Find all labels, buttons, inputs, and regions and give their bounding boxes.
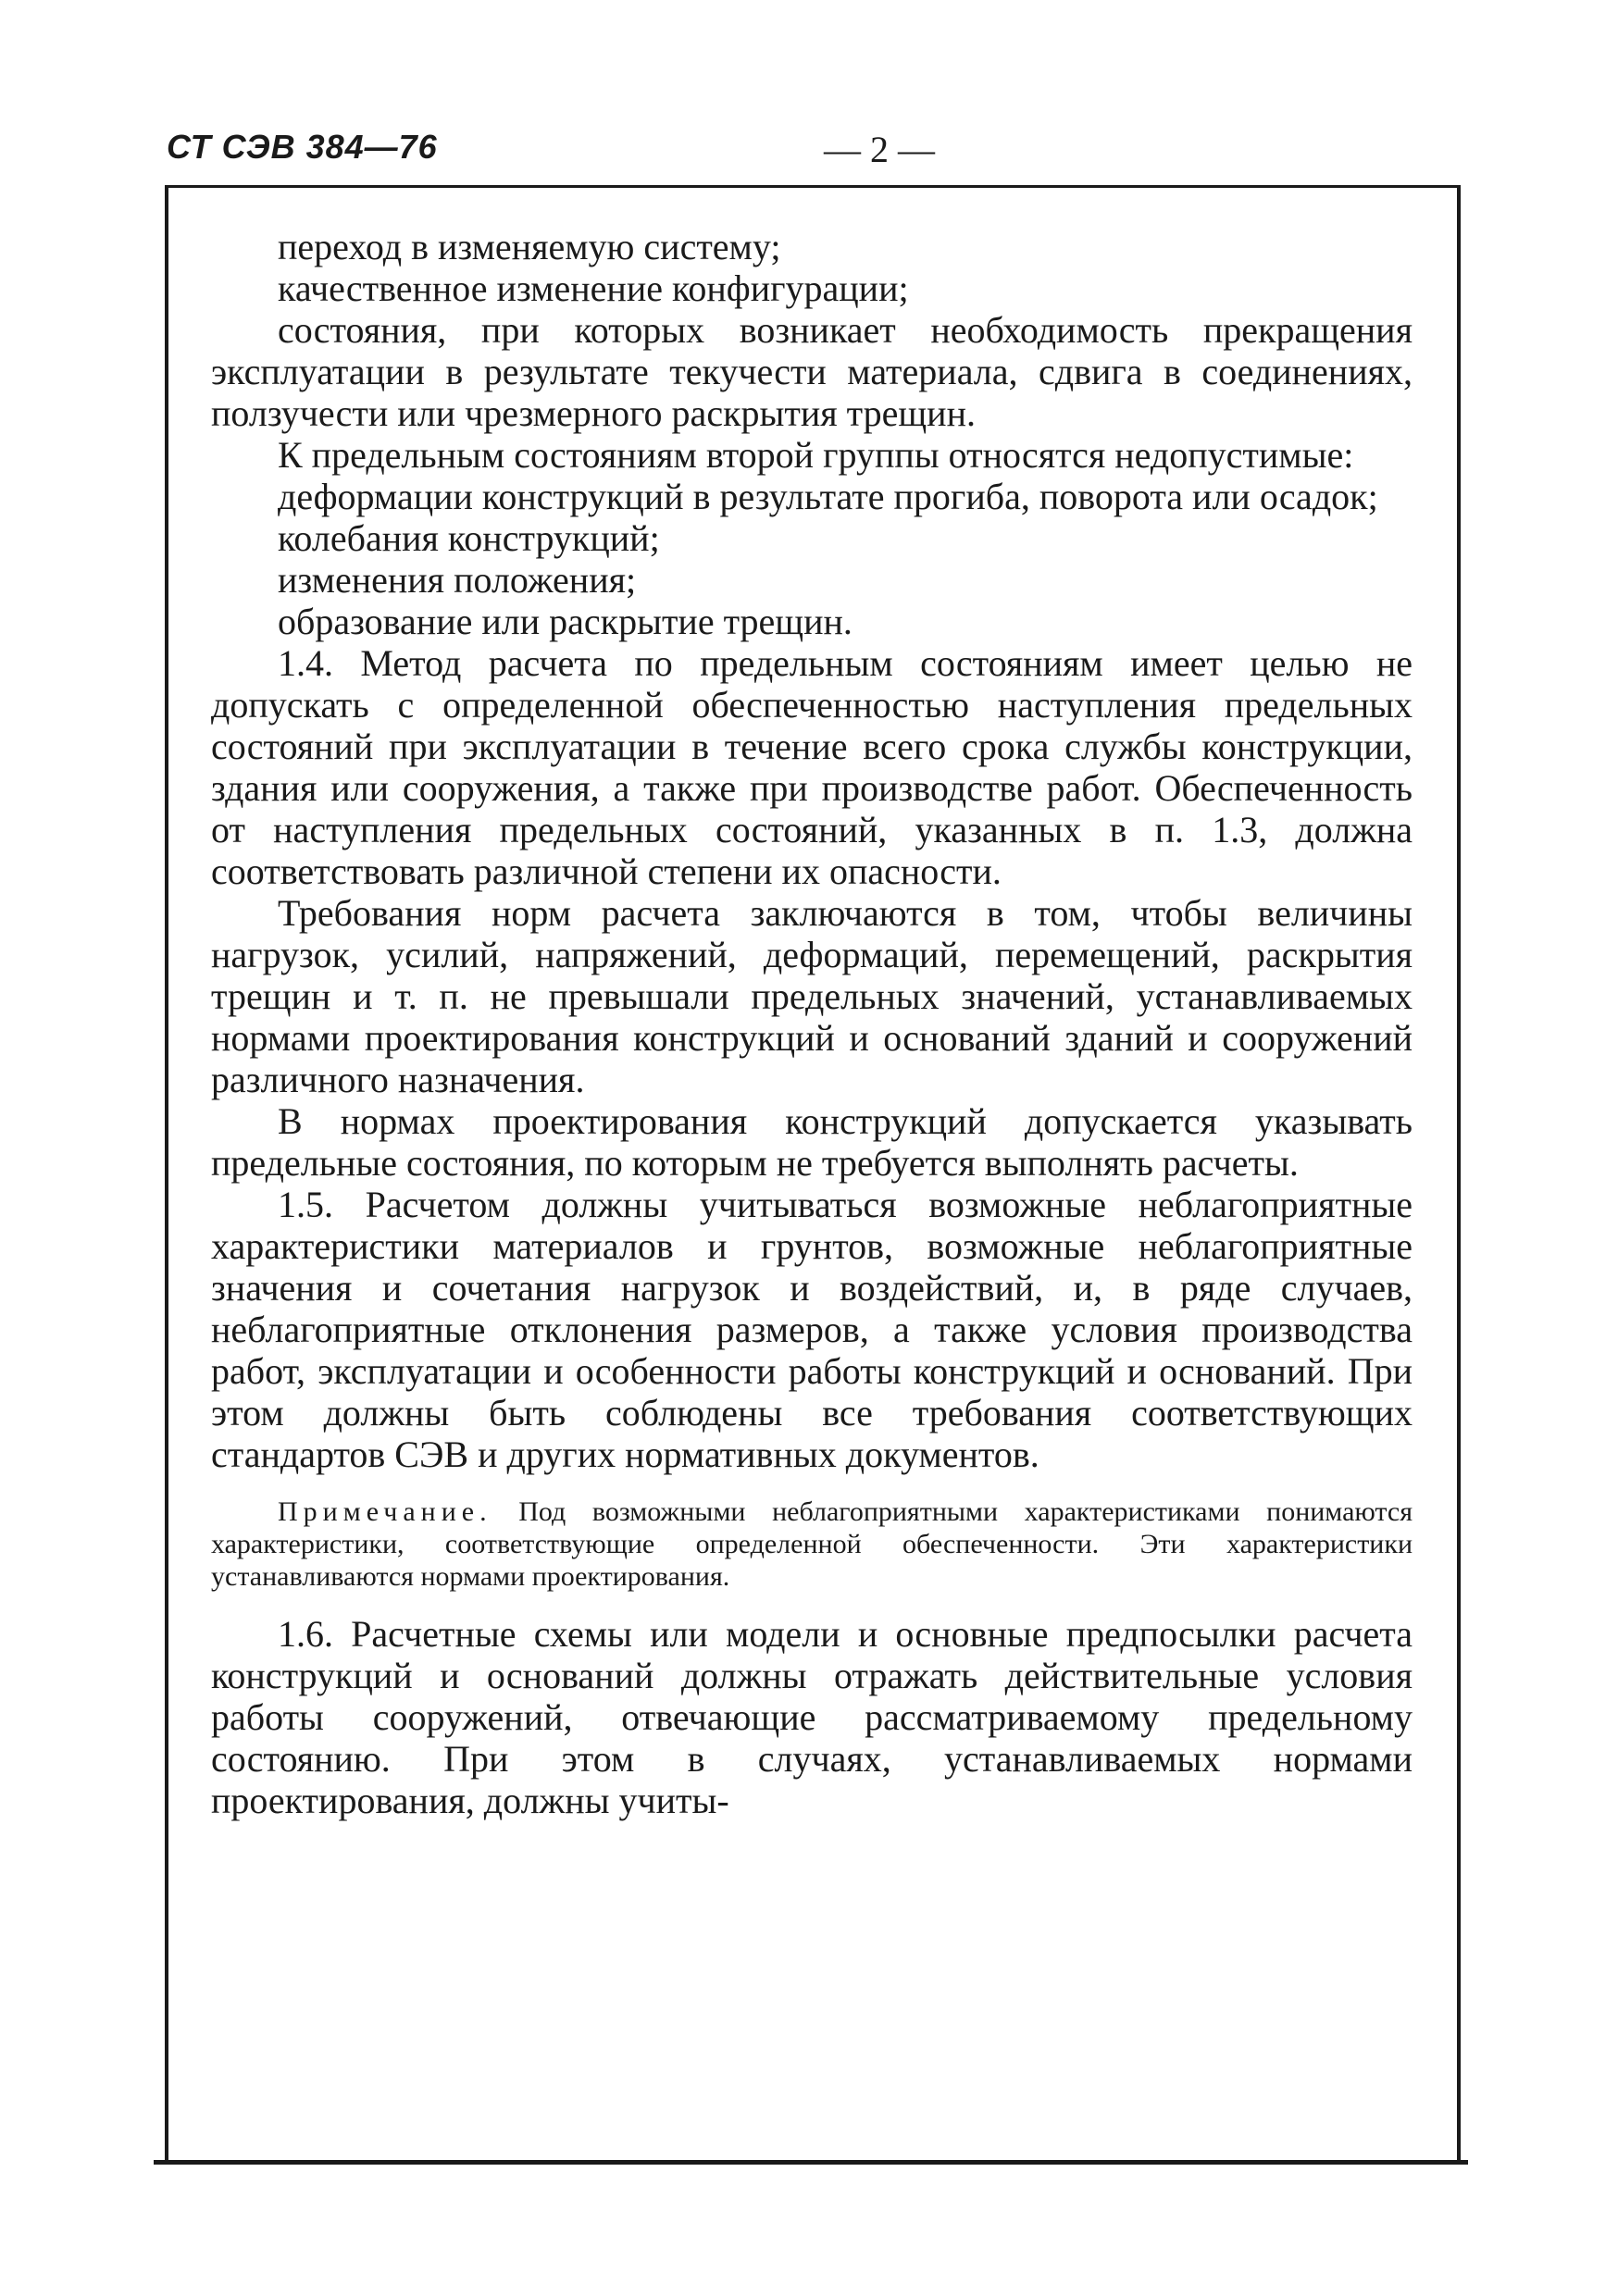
document-id: СТ СЭВ 384—76 xyxy=(167,128,438,166)
list-item: колебания конструкций; xyxy=(278,517,660,559)
list-item: образование или раскрытие трещин. xyxy=(278,601,853,642)
section-1-4: 1.4. Метод расчета по предельным состояниям имеет целью не допускать с определенной обеспеченностью наступления предельных состояний при эксплуатации в течение всего срока службы конструкции, здания или сооружения, а также при производстве работ. Обеспеченность от наступления предельных состояний, указанных в п. 1.3, должна соответствовать различной степени их опасности. xyxy=(211,642,1413,892)
note-label: Примечание. xyxy=(278,1496,492,1527)
note xyxy=(211,1496,1413,1593)
note-text: Под возможными неблагоприятными характеристиками понимаются характеристики, соответствующие определенной обеспеченности. Эти характеристики устанавливаются нормами проектирования. xyxy=(211,1496,1413,1592)
section-1-5: 1.5. Расчетом должны учитываться возможные неблагоприятные характеристики материалов и грунтов, возможные неблагоприятные значения и сочетания нагрузок и воздействий, и, в ряде случаев, неблагоприятные отклонения размеров, а также условия производства работ, эксплуатации и особенности работы конструкций и оснований. При этом должны быть соблюдены все требования соответствующих стандартов СЭВ и других нормативных документов. xyxy=(211,1184,1413,1475)
list-item: деформации конструкций в результате прогиба, поворота или осадок; xyxy=(278,476,1378,517)
page-number: — 2 — xyxy=(824,129,935,170)
bottom-rule xyxy=(154,2160,1468,2165)
paragraph: В нормах проектирования конструкций допускается указывать предельные состояния, по которым не требуется выполнять расчеты. xyxy=(211,1100,1413,1184)
page-header xyxy=(167,128,1444,183)
list-item: изменения положения; xyxy=(278,559,637,601)
list-item: состояния, при которых возникает необходимость прекращения эксплуатации в результате текучести материала, сдвига в соединениях, ползучести или чрезмерного раскрытия трещин. xyxy=(211,309,1413,434)
page-body xyxy=(211,226,1413,1821)
paragraph: Требования норм расчета заключаются в том, чтобы величины нагрузок, усилий, напряжений, деформаций, перемещений, раскрытия трещин и т. п. не превышали предельных значений, устанавливаемых нормами проектирования конструкций и оснований зданий и сооружений различного назначения. xyxy=(211,892,1413,1100)
list-item: качественное изменение конфигурации; xyxy=(278,267,909,309)
section-1-6: 1.6. Расчетные схемы или модели и основные предпосылки расчета конструкций и оснований должны отражать действительные условия работы сооружений, отвечающие рассматриваемому предельному состоянию. При этом в случаях, устанавливаемых нормами проектирования, должны учиты- xyxy=(211,1613,1413,1821)
list-item: переход в изменяемую систему; xyxy=(278,226,781,267)
paragraph: К предельным состояниям второй группы относятся недопустимые: xyxy=(278,434,1354,476)
